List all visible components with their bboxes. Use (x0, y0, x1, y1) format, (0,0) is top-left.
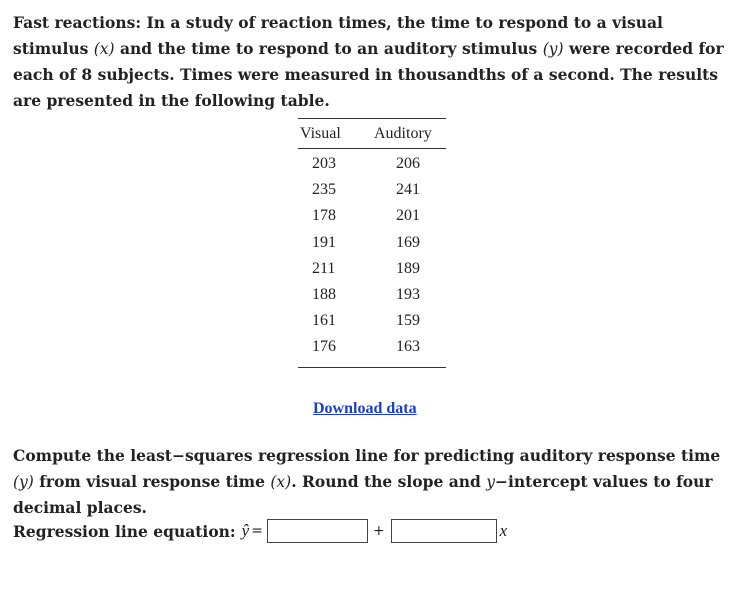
cell-auditory: 189 (396, 259, 420, 277)
var-x: (x) (93, 40, 115, 58)
plus-sign: + (372, 523, 385, 539)
table-row (298, 334, 446, 367)
table-row (298, 177, 446, 203)
var-y: (y) (542, 40, 564, 58)
x-variable: x (499, 521, 508, 540)
cell-auditory: 206 (396, 155, 420, 173)
task-text-1: Compute the least−squares regression line for predicting auditory response time (13, 446, 721, 465)
intro-text-1: Fast reactions: In a study of reaction times, the time to respond to a visual stimulus (13, 13, 663, 58)
problem-statement (13, 10, 733, 114)
task-var-y2: y (486, 473, 496, 491)
header-auditory: Auditory (372, 119, 446, 149)
intercept-input[interactable] (267, 519, 368, 543)
task-statement (13, 443, 733, 521)
cell-auditory: 193 (396, 286, 420, 304)
table-row (298, 203, 446, 229)
cell-visual: 203 (312, 155, 336, 173)
slope-input[interactable] (391, 519, 497, 543)
equation-label: Regression line equation: (13, 521, 236, 541)
equals-sign: = (251, 523, 263, 539)
data-table (298, 118, 446, 368)
cell-auditory: 163 (372, 334, 446, 367)
table-row (298, 230, 446, 256)
cell-auditory: 169 (396, 233, 420, 251)
cell-visual: 211 (312, 259, 336, 277)
cell-auditory: 159 (396, 312, 420, 330)
header-visual: Visual (298, 119, 372, 149)
table-row (298, 282, 446, 308)
intro-text-3: were recorded for each of 8 subjects. Times were measured in thousandths of a second. The results are presented in the following table. (13, 39, 724, 110)
cell-visual: 176 (298, 334, 372, 367)
cell-auditory: 201 (396, 207, 420, 225)
y-hat-symbol: ŷ (241, 521, 250, 540)
regression-equation (13, 516, 507, 546)
task-var-y: (y) (13, 473, 34, 491)
cell-auditory: 241 (396, 181, 420, 199)
download-data-link[interactable]: Download data (313, 400, 417, 417)
cell-visual: 191 (312, 233, 336, 251)
table-row (298, 256, 446, 282)
task-text-3: . Round the slope and (291, 472, 487, 491)
task-var-x: (x) (270, 473, 292, 491)
table-row (298, 308, 446, 334)
task-text-4: −intercept values to four decimal places. (13, 472, 713, 517)
intro-text-2: and the time to respond to an auditory stimulus (114, 39, 543, 58)
cell-visual: 188 (312, 286, 336, 304)
cell-visual: 178 (312, 207, 336, 225)
table-row (298, 149, 446, 178)
cell-visual: 161 (312, 312, 336, 330)
cell-visual: 235 (312, 181, 336, 199)
table-header-row (298, 119, 446, 149)
task-text-2: from visual response time (33, 472, 271, 491)
